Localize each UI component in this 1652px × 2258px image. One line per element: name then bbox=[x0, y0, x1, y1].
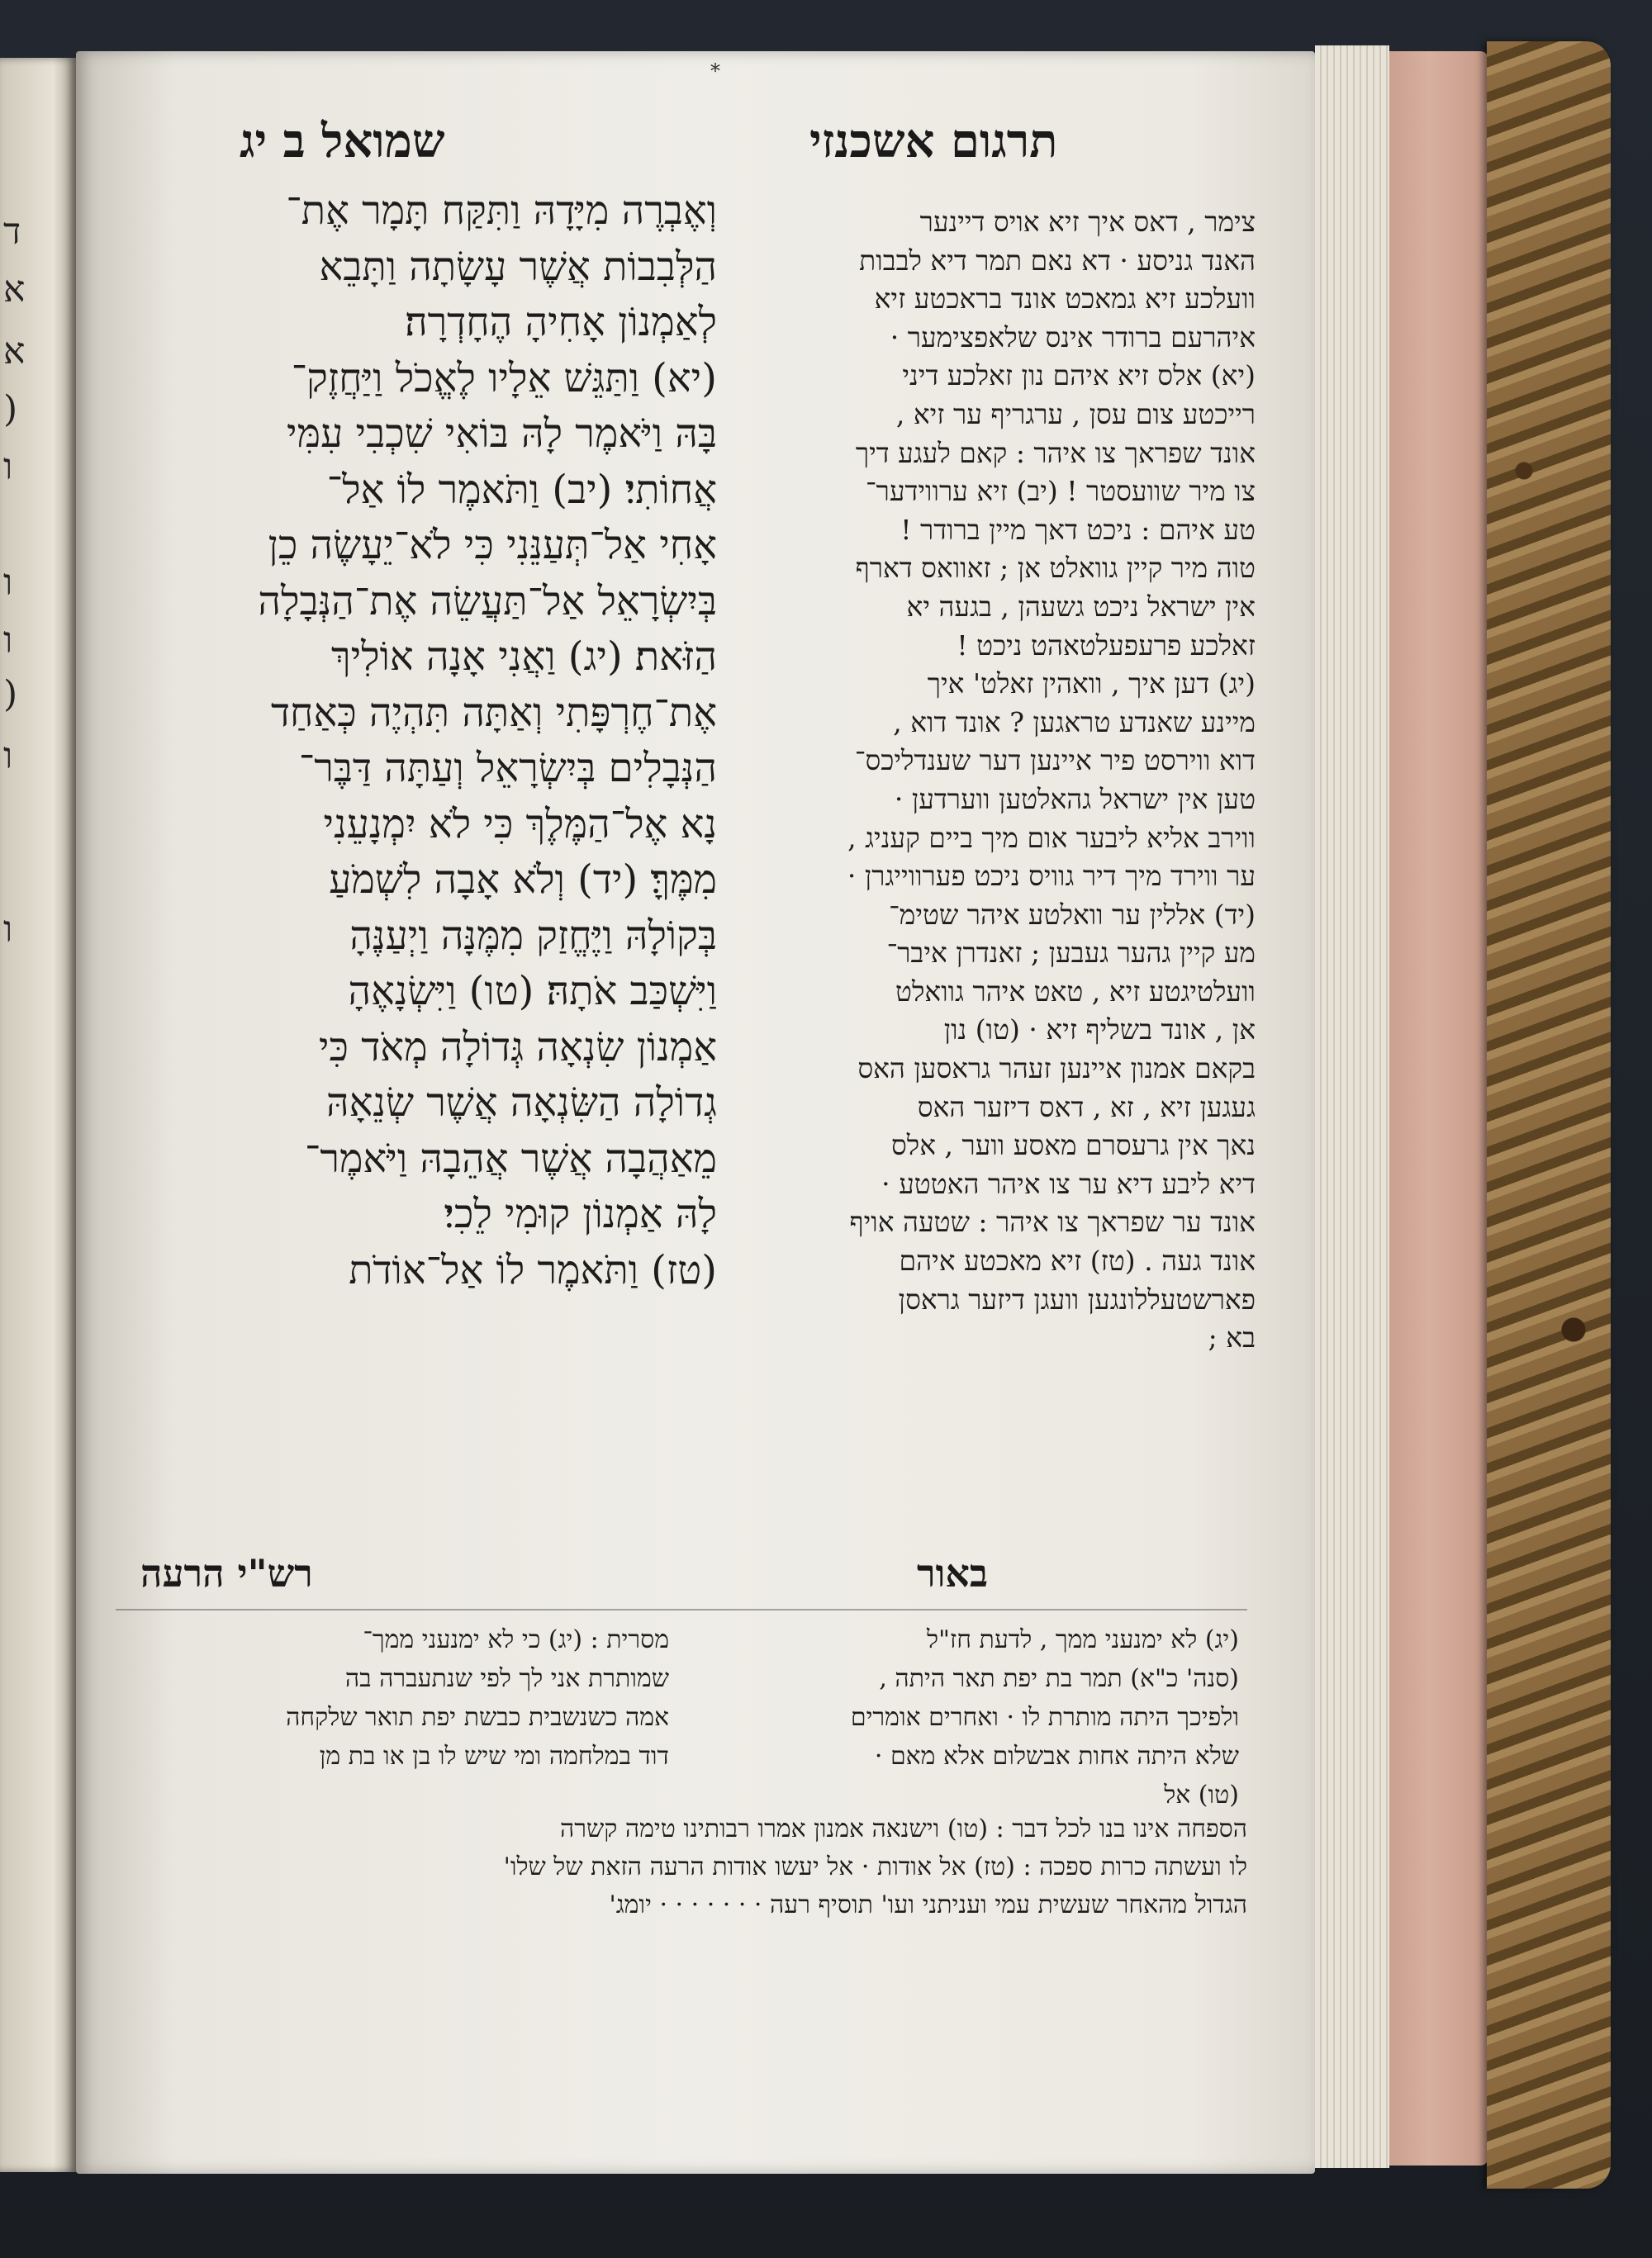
yiddish-line: מיינע שאנדע טראגען ? אונד דוא , bbox=[893, 705, 1256, 738]
yiddish-translation-column bbox=[686, 203, 1256, 1358]
beur-line: (סנה' כ"א) תמר בת יפת תאר היתה , bbox=[879, 1664, 1239, 1693]
page-edge-red bbox=[1389, 51, 1488, 2165]
yiddish-line: אונד געה . (טז) זיא מאכטע איהם bbox=[899, 1245, 1256, 1278]
commentary-divider bbox=[116, 1609, 1247, 1610]
yiddish-line: ווירב אליא ליבער אום מיך ביים קעניג , bbox=[847, 821, 1256, 854]
rashi-line: דוד במלחמה ומי שיש לו בן או בת מן bbox=[319, 1742, 669, 1771]
yiddish-line: ער ווירד מיך דיר גוויס ניכט פערווייגרן · bbox=[847, 860, 1256, 893]
hebrew-line: הַנְּבָלִים בְּיִשְׂרָאֵל וְעַתָּה דַּבֶּר־ bbox=[298, 745, 717, 791]
yiddish-line: האנד גניסע · דא נאם תמר דיא לבבות bbox=[859, 244, 1256, 277]
yiddish-line: אן , אונד בשליף זיא · (טו) נון bbox=[943, 1013, 1256, 1046]
marbled-cover bbox=[1487, 41, 1611, 2189]
page-mark: * bbox=[710, 59, 720, 83]
yiddish-line: (יג) דען איך , וואהין זאלט' איך bbox=[927, 667, 1256, 700]
hebrew-line: (יא) וַתַּגֵּשׁ אֵלָיו לֶאֱכֹל וַיַּחֲזֶק־ bbox=[291, 354, 717, 401]
rashi-line: שמותרת אני לך לפי שנתעברה בה bbox=[344, 1664, 669, 1693]
bottom-line: לו ועשתה כרות ספכה : (טז) אל אודות · אל יעשו אודות הרעה הזאת של שלו' bbox=[503, 1852, 1247, 1881]
hebrew-line: אֲחוֹתִי׃ (יב) וַתֹּאמֶר לוֹ אַל־ bbox=[326, 466, 717, 513]
header-left: שמואל ב יג bbox=[240, 114, 445, 168]
hebrew-line: מֵאַהֲבָה אֲשֶׁר אֲהֵבָהּ וַיֹּאמֶר־ bbox=[305, 1135, 717, 1182]
yiddish-line: טוה מיר קיין גוואלט אן ; זאוואס דארף bbox=[855, 552, 1256, 585]
rashi-heading: רש"י הרעה bbox=[140, 1551, 313, 1596]
hebrew-line: גְדוֹלָה הַשִּׂנְאָה אֲשֶׁר שְׂנֵאָהּ bbox=[325, 1079, 717, 1126]
left-page-letter: ו bbox=[3, 619, 13, 662]
yiddish-line: בא ; bbox=[1208, 1321, 1256, 1354]
hebrew-text-column bbox=[122, 183, 717, 1298]
left-page-edge bbox=[0, 58, 76, 2172]
hebrew-line: וְאֶבְרֶה מִיָּדָהּ וַתִּקַּח תָּמָר אֶת־ bbox=[286, 187, 717, 234]
yiddish-line: דיא ליבע דיא ער צו איהר האטטע · bbox=[881, 1167, 1256, 1200]
rashi-line: אמה כשנשבית כבשת יפת תואר שלקחה bbox=[286, 1703, 669, 1732]
yiddish-line: טען אין ישראל גהאלטען ווערדען · bbox=[894, 782, 1256, 815]
hebrew-line: אָחִי אַל־תְּעַנֵּנִי כִּי לֹא־יֵעָשֶׂה כֵן bbox=[268, 522, 717, 568]
hebrew-line: הַזֹּאת׃ (יג) וַאֲנִי אָנָה אוֹלִיךְ bbox=[331, 633, 717, 680]
yiddish-line: (יא) אלס זיא איהם נון זאלכע דיני bbox=[902, 359, 1256, 392]
bottom-line: הספחה אינו בנו לכל דבר : (טו) וישנאה אמנון אמרו רבותינו טימה קשרה bbox=[560, 1814, 1247, 1843]
yiddish-line: (יד) אללין ער וואלטע איהר שטימ־ bbox=[889, 898, 1256, 931]
beur-line: (יג) לא ימנעני ממך , לדעת חז"ל bbox=[927, 1625, 1239, 1654]
yiddish-line: דוא ווירסט פיר איינען דער שענדליכס־ bbox=[854, 744, 1256, 777]
hebrew-line: לְאַמְנוֹן אָחִיהָ הֶחָדְרָה׃ bbox=[404, 299, 717, 345]
hebrew-line: בָּהּ וַיֹּאמֶר לָהּ בּוֹאִי שִׁכְבִי עִמִּי bbox=[287, 410, 717, 457]
yiddish-line: צו מיר שוועסטר ! (יב) זיא ערווידער־ bbox=[866, 475, 1256, 508]
beur-heading: באור bbox=[917, 1551, 989, 1596]
hebrew-line: נָא אֶל־הַמֶּלֶךְ כִּי לֹא יִמְנָעֵנִי bbox=[323, 800, 717, 847]
left-page-letter: ( bbox=[3, 388, 18, 430]
rashi-continuation bbox=[107, 1810, 1247, 1924]
rashi-line: מסרית : (יג) כי לא ימנעני ממך־ bbox=[363, 1625, 669, 1654]
left-page-letter: א bbox=[3, 330, 26, 372]
left-page-letter: א bbox=[3, 268, 26, 311]
beur-line: שלא היתה אחות אבשלום אלא מאם · bbox=[874, 1742, 1239, 1771]
left-page-letter: ( bbox=[3, 673, 18, 715]
hebrew-line: וַיִּשְׁכַּב אֹתָהּ׃ (טו) וַיִּשְׂנָאֶהָ bbox=[348, 968, 717, 1014]
rashi-commentary bbox=[107, 1620, 669, 1776]
left-page-letter: ו bbox=[3, 562, 13, 604]
hebrew-line: אֶת־חֶרְפָּתִי וְאַתָּה תִּהְיֶה כְּאַחַד bbox=[270, 689, 717, 736]
hebrew-line: לָהּ אַמְנוֹן קוּמִי לֵכִי׃ bbox=[444, 1191, 717, 1237]
left-page-letter: ד bbox=[3, 211, 21, 253]
yiddish-line: אין ישראל ניכט גשעהן , בגעה יא bbox=[906, 590, 1256, 623]
yiddish-line: געגען זיא , זא , דאס דיזער האס bbox=[917, 1090, 1256, 1123]
yiddish-line: זאלכע פרעפעלטאהט ניכט ! bbox=[957, 629, 1256, 662]
page-stack bbox=[1315, 45, 1389, 2168]
yiddish-line: וועלטיגטע זיא , טאט איהר גוואלט bbox=[895, 975, 1256, 1008]
hebrew-line: בְּקוֹלָהּ וַיֶּחֱזַק מִמֶּנָּה וַיְעַנֶּהָ bbox=[349, 912, 717, 959]
yiddish-line: נאך אין גרעסרם מאסע ווער , אלס bbox=[891, 1129, 1256, 1162]
yiddish-line: וועלכע זיא גמאכט אונד בראכטע זיא bbox=[874, 282, 1256, 315]
hebrew-line: אַמְנוֹן שִׂנְאָה גְּדוֹלָה מְאֹד כִּי bbox=[318, 1023, 717, 1070]
yiddish-line: אונד ער שפראך צו איהר : שטעה אויף bbox=[849, 1206, 1256, 1239]
yiddish-line: טע איהם : ניכט דאך מיין ברודר ! bbox=[900, 513, 1256, 546]
left-page-letter: ו bbox=[3, 735, 13, 777]
hebrew-line: מִמֶּךָּ׃ (יד) וְלֹא אָבָה לִשְׁמֹעַ bbox=[329, 856, 717, 903]
yiddish-line: אונד שפראך צו איהר : קאם לעגע דיך bbox=[855, 436, 1256, 469]
yiddish-line: רייכטע צום עסן , ערגריף ער זיא , bbox=[895, 397, 1256, 430]
hebrew-line: בְּיִשְׂרָאֵל אַל־תַּעֲשֵׂה אֶת־הַנְּבָלָה bbox=[258, 577, 717, 624]
left-page-letter: ו bbox=[3, 908, 13, 951]
left-page-letter: ו bbox=[3, 446, 13, 488]
yiddish-line: בקאם אמנון איינען זעהר גראסען האס bbox=[857, 1052, 1256, 1085]
bottom-line: הגדול מהאחר שעשית עמי ועניתני ועו' תוסיף רעה · · · · · · · יומג' bbox=[609, 1890, 1247, 1919]
beur-line: ולפיכך היתה מותרת לו · ואחרים אומרים bbox=[850, 1703, 1239, 1732]
header-right: תרגום אשכנזי bbox=[809, 114, 1058, 168]
yiddish-line: מע קיין גהער געבען ; זאנדרן איבר־ bbox=[886, 937, 1256, 970]
hebrew-line: (טז) וַתֹּאמֶר לוֹ אַל־אוֹדֹת bbox=[349, 1246, 717, 1293]
beur-commentary bbox=[694, 1620, 1239, 1814]
beur-line: (טו) אל bbox=[1164, 1781, 1239, 1810]
yiddish-line: איהרעם ברודר אינס שלאפצימער · bbox=[890, 320, 1256, 353]
yiddish-line: פארשטעללונגען וועגן דיזער גראסן bbox=[898, 1283, 1256, 1316]
hebrew-line: הַלְּבִבוֹת אֲשֶׁר עָשָׂתָה וַתָּבֵא bbox=[319, 243, 717, 290]
yiddish-line: צימר , דאס איך זיא אויס דיינער bbox=[919, 206, 1256, 238]
